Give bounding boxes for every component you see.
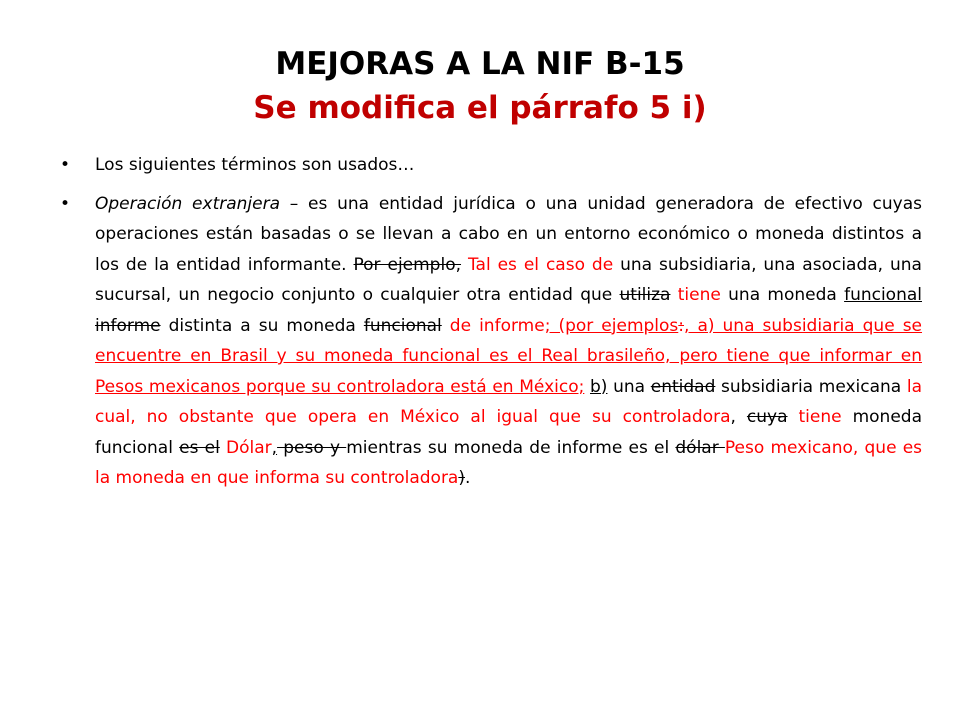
text-run-strike: ) [458, 468, 465, 488]
text-run-strike: Por ejemplo, [353, 254, 462, 275]
bullet-item-1 [60, 150, 922, 181]
text-run-normal: moneda funcional [95, 407, 922, 458]
text-run-red-under: ; (por ejemplos [544, 315, 679, 336]
text-run-under: , [271, 437, 278, 458]
text-run-normal [788, 407, 799, 427]
text-run-normal: una moneda [720, 285, 845, 305]
text-run-red-under: , a) una subsidiaria que se encuentre en Brasil y su moneda funcional es el Real brasileño, pero tiene que informar en Pesos mexicanos porque su controladora está en México; [95, 315, 923, 397]
text-run-under: funcional [844, 285, 922, 305]
text-run-strike: informe [95, 315, 161, 336]
text-run-normal: una [607, 376, 651, 397]
text-run-red: la cual, no obstante que opera en México al igual que su controladora [95, 376, 923, 427]
bullet-text-1: Los siguientes términos son usados… [95, 155, 415, 175]
text-run-normal: una subsidiaria, una asociada, una sucursal, un negocio conjunto o cualquier otra entidad que [95, 254, 922, 305]
text-run-strike: utiliza [619, 285, 671, 305]
text-run-normal [461, 255, 468, 275]
text-run-strike: dólar [675, 437, 725, 458]
text-run-red-strike: : [678, 315, 685, 336]
title-line-1: MEJORAS A LA NIF B-15 [275, 46, 685, 82]
bullet-list [60, 150, 922, 502]
text-run-strike: cuya [746, 407, 788, 427]
title-line-2: Se modifica el párrafo 5 i) [253, 90, 707, 126]
bullet-item-2 [60, 189, 922, 494]
slide-title [60, 42, 900, 130]
text-run-strike: entidad [650, 376, 716, 397]
text-run-red: tiene [798, 407, 842, 427]
bullet-marker: • [60, 155, 71, 175]
text-run-normal [670, 285, 677, 305]
text-run-red: tiene [677, 285, 721, 305]
bullet-marker: • [60, 193, 71, 214]
text-run-red: Dólar [226, 437, 272, 458]
text-run-red: Tal es el caso de [467, 254, 614, 275]
text-run-normal: . [465, 468, 471, 488]
text-run-strike: es el [179, 437, 220, 458]
text-run-strike: funcional [363, 315, 442, 336]
text-run-normal: distinta a su moneda [160, 315, 364, 336]
text-run-red: de informe [441, 315, 545, 336]
text-run-normal: mientras su moneda de informe es el [346, 437, 676, 458]
text-run-red: Peso mexicano, que es la moneda en que informa su controladora [95, 437, 923, 488]
text-run-normal: , [730, 407, 747, 427]
text-run-italic: Operación extranjera [95, 193, 281, 214]
text-run-under: b) [590, 376, 608, 397]
bullet-text-2 [95, 194, 922, 489]
text-run-normal: – es una entidad jurídica o una unidad generadora de efectivo cuyas operaciones están basadas o se llevan a cabo en un entorno económico o moneda distintos a los de la entidad informante. [95, 193, 922, 275]
text-run-normal: subsidiaria mexicana [715, 376, 907, 397]
text-run-strike: peso y [277, 437, 347, 458]
